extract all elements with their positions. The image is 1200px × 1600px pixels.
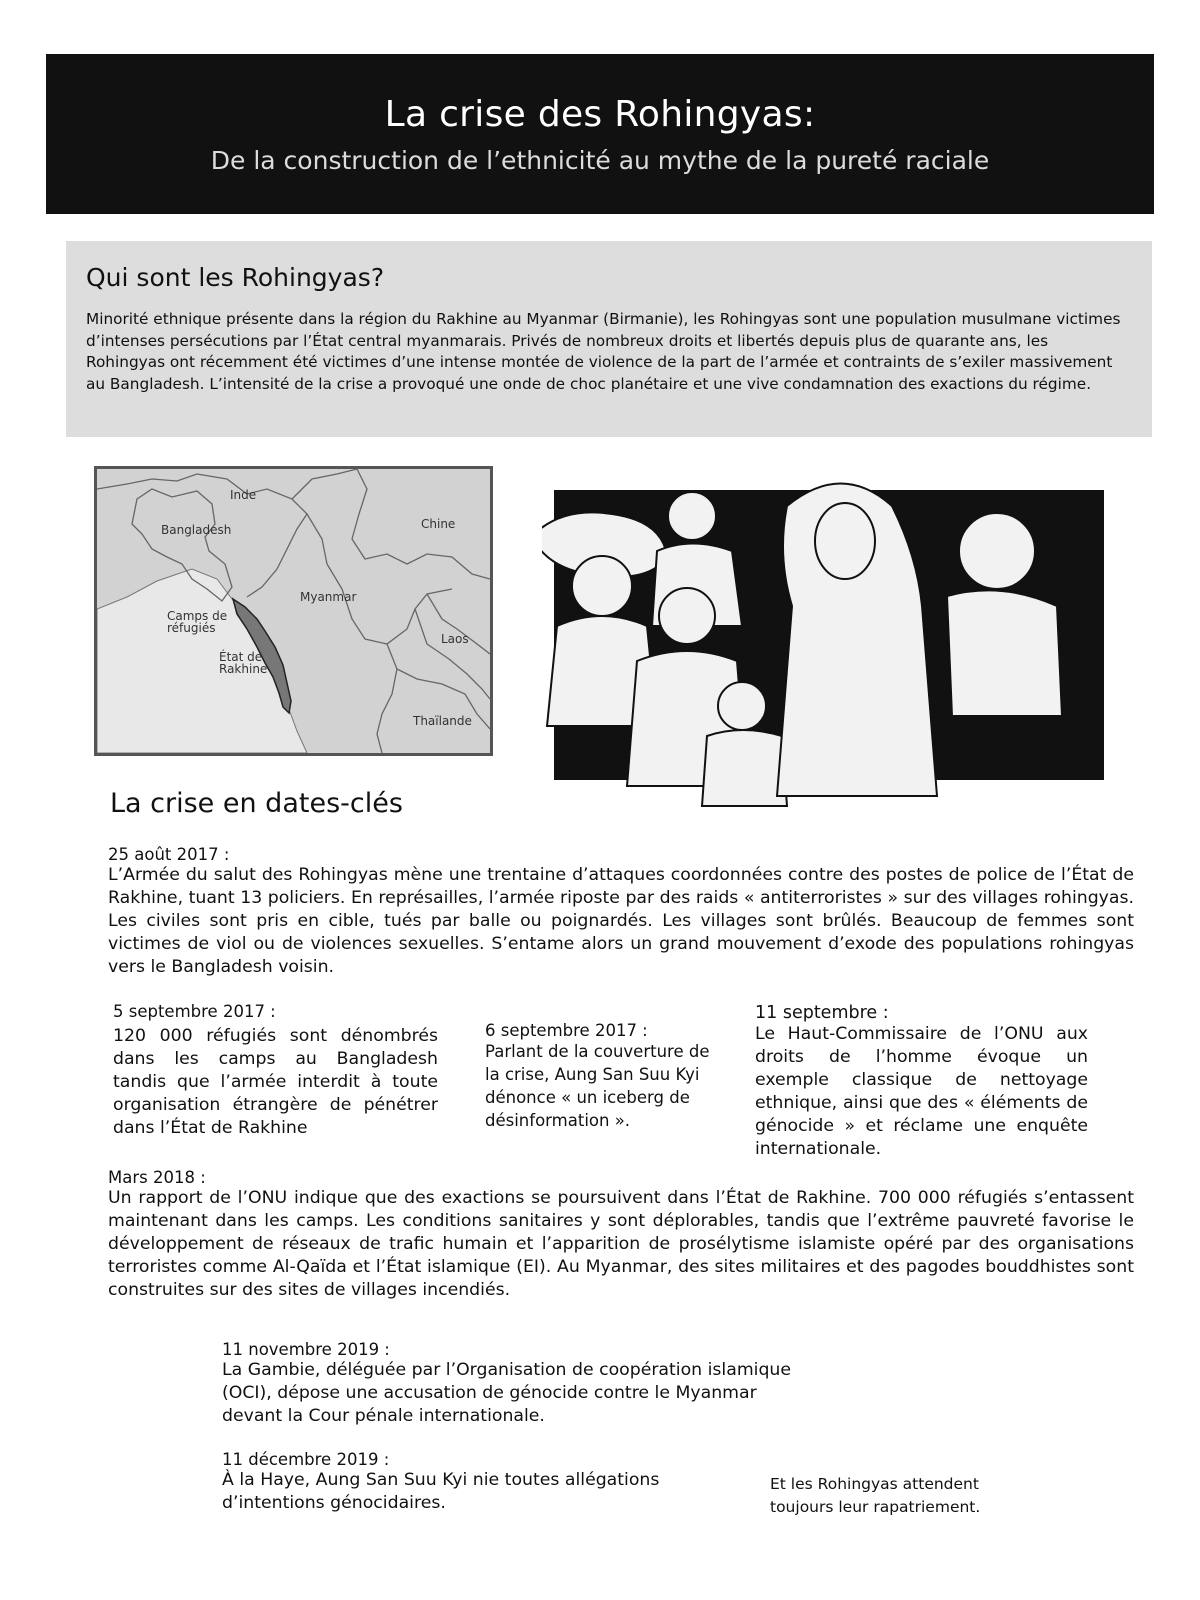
girl-head — [572, 556, 632, 616]
small-child-body — [702, 730, 787, 806]
map-label-camps-line1: Camps de — [167, 609, 228, 623]
entry-text: La Gambie, déléguée par l’Organisation de coopération islamique (OCI), dépose une accusation de génocide contre le Myanmar devant la Cour pénale internationale. — [222, 1360, 792, 1426]
region-map — [94, 466, 493, 756]
timeline-entry — [108, 845, 1134, 979]
refugees-illustration — [542, 466, 1104, 816]
boy-back-head — [668, 492, 716, 540]
map-label-inde: Inde — [230, 488, 257, 502]
timeline-entry — [755, 1003, 1088, 1161]
map-drawing — [97, 469, 490, 753]
woman-face — [815, 503, 875, 579]
entry-date: Mars 2018 : — [108, 1168, 206, 1187]
small-child-head — [718, 682, 766, 730]
map-label-bangladesh: Bangladesh — [161, 523, 232, 537]
timeline-entry — [108, 1168, 1134, 1302]
entry-text: Le Haut-Commissaire de l’ONU aux droits de l’homme évoque un exemple classique de nettoyage ethnique, ainsi que des « éléments de génocide » et réclame une enquête internationale. — [755, 1024, 1088, 1159]
entry-text: 120 000 réfugiés sont dénombrés dans les camps au Bangladesh tandis que l’armée interdit à toute organisation étrangère de pénétrer dans l’État de Rakhine — [113, 1026, 438, 1138]
entry-date: 6 septembre 2017 : — [485, 1021, 648, 1040]
timeline-heading: La crise en dates-clés — [110, 788, 403, 819]
boy-right-body — [947, 590, 1062, 716]
page-subtitle: De la construction de l’ethnicité au mythe de la pureté raciale — [210, 146, 990, 175]
entry-date: 25 août 2017 : — [108, 845, 230, 864]
map-label-rakhine-line2: Rakhine — [219, 662, 268, 676]
map-label-thailande: Thaïlande — [413, 714, 472, 728]
timeline-entry — [222, 1450, 712, 1515]
map-label-myanmar: Myanmar — [300, 590, 357, 604]
boy-middle-head — [659, 588, 715, 644]
intro-heading: Qui sont les Rohingyas? — [86, 263, 385, 292]
border-china — [292, 469, 490, 579]
entry-date: 5 septembre 2017 : — [113, 1002, 276, 1021]
timeline-entry — [113, 1002, 438, 1140]
entry-text: Parlant de la couverture de la crise, Aung San Suu Kyi dénonce « un iceberg de désinformation ». — [485, 1042, 710, 1130]
entry-text: Un rapport de l’ONU indique que des exactions se poursuivent dans l’État de Rakhine. 700 000 réfugiés s’entassent maintenant dans les camps. Les conditions sanitaires y sont déplorables, tandis que l’extrême pauvreté favorise le développement de réseaux de trafic humain et l’apparition de prosélytisme islamiste opéré par des organisations terroristes comme Al-Qaïda et l’État islamique (EI). Au Myanmar, des sites militaires et des pagodes bouddhistes sont construites sur des sites de villages incendiés. — [108, 1188, 1134, 1300]
entry-text: À la Haye, Aung San Suu Kyi nie toutes allégations d’intentions génocidaires. — [222, 1470, 660, 1513]
map-label-laos: Laos — [441, 632, 469, 646]
border-laos — [415, 594, 490, 699]
map-label-chine: Chine — [421, 517, 456, 531]
timeline-entry — [485, 1021, 713, 1132]
boy-right-head — [959, 513, 1035, 589]
closing-note: Et les Rohingyas attendent toujours leur rapatriement. — [770, 1475, 981, 1516]
timeline-entry — [222, 1340, 802, 1428]
map-label-rakhine-line1: État de — [219, 650, 263, 664]
entry-date: 11 septembre : — [755, 1003, 889, 1023]
page-title: La crise des Rohingyas: — [384, 94, 816, 135]
entry-text: L’Armée du salut des Rohingyas mène une trentaine d’attaques coordonnées contre des postes de police de l’État de Rakhine, tuant 13 policiers. En représailles, l’armée riposte par des raids « antiterroristes » sur des villages rohingyas. Les civiles sont pris en cible, tués par balle ou poignardés. Les villages sont brûlés. Beaucoup de femmes sont victimes de viol ou de violences sexuelles. S’entame alors un grand mouvement d’exode des populations rohingyas vers le Bangladesh voisin. — [108, 865, 1134, 977]
intro-text: Minorité ethnique présente dans la région du Rakhine au Myanmar (Birmanie), les Rohingyas sont une population musulmane victimes d’intenses persécutions par l’État central myanmarais. Privés de nombreux droits et libertés depuis plus de quarante ans, les Rohingyas ont récemment été victimes d’une intense montée de violence de la part de l’armée et contraints de s’exiler massivement au Bangladesh. L’intensité de la crise a provoqué une onde de choc planétaire et une vive condamnation des exactions du régime. — [86, 310, 1121, 393]
title-banner — [46, 54, 1154, 214]
intro-box — [66, 241, 1152, 437]
entry-date: 11 novembre 2019 : — [222, 1340, 390, 1359]
entry-date: 11 décembre 2019 : — [222, 1450, 390, 1469]
map-label-camps-line2: réfugiés — [167, 621, 216, 635]
